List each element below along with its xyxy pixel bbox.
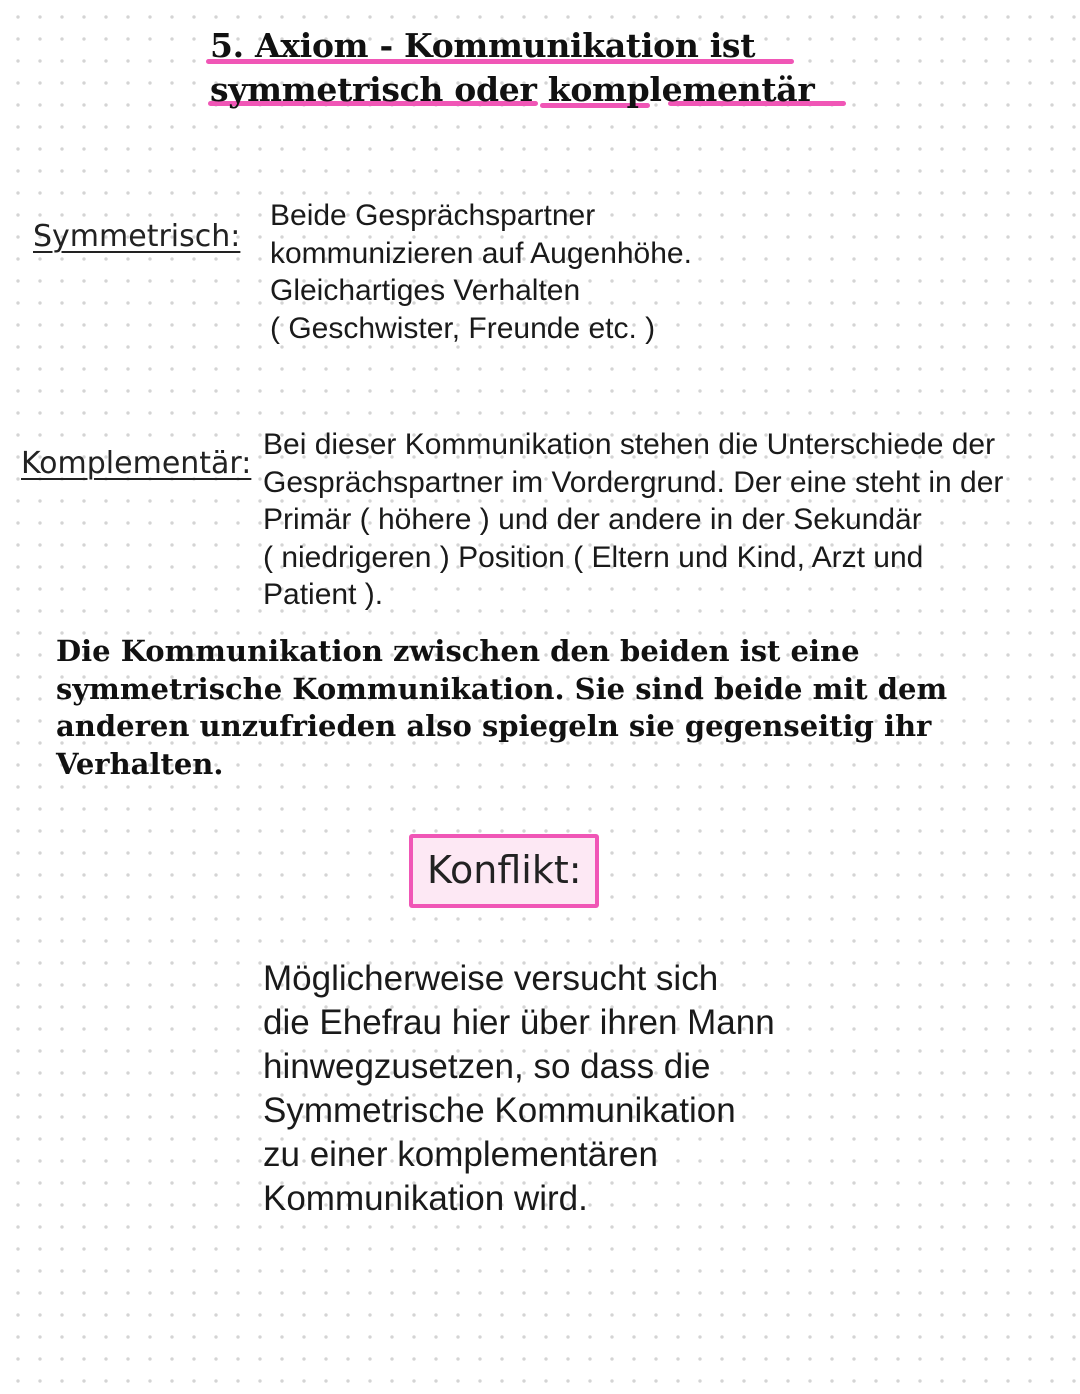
page-title bbox=[210, 24, 870, 112]
conclusion-line: anderen unzufrieden also spiegeln sie gegenseitig ihr bbox=[56, 709, 932, 743]
definition-line: Gleichartiges Verhalten bbox=[270, 274, 581, 307]
definition-line: Primär ( höhere ) und der andere in der Sekundär bbox=[263, 503, 922, 536]
title-line-2: symmetrisch oder komplementär bbox=[210, 70, 815, 109]
conclusion-line: Verhalten. bbox=[56, 746, 224, 781]
definition-line: Bei dieser Kommunikation stehen die Unterschiede der bbox=[263, 428, 996, 461]
definition-line: Beide Gesprächspartner bbox=[270, 199, 596, 232]
konflikt-label: Konflikt: bbox=[427, 848, 582, 892]
konflikt-line: die Ehefrau hier über ihren Mann bbox=[263, 1003, 775, 1042]
definition-line: ( Geschwister, Freunde etc. ) bbox=[270, 311, 656, 345]
conclusion-paragraph bbox=[56, 633, 1016, 783]
komplementaer-label: Komplementär: bbox=[21, 446, 252, 481]
komplementaer-definition bbox=[263, 426, 1003, 614]
conclusion-line: Die Kommunikation zwischen den beiden ist eine bbox=[56, 634, 860, 668]
konflikt-heading-box bbox=[409, 834, 599, 908]
symmetrisch-definition bbox=[270, 197, 692, 347]
konflikt-line: Möglicherweise versucht sich bbox=[263, 959, 719, 998]
konflikt-line: Kommunikation wird. bbox=[263, 1179, 588, 1218]
definition-line: ( niedrigeren ) Position ( Eltern und Kind, Arzt und bbox=[263, 540, 924, 574]
definition-line: Patient ). bbox=[263, 578, 384, 611]
symmetrisch-label: Symmetrisch: bbox=[33, 219, 241, 254]
conclusion-line: symmetrische Kommunikation. Sie sind beide mit dem bbox=[56, 671, 948, 706]
konflikt-line: zu einer komplementären bbox=[263, 1135, 658, 1174]
title-line-1: 5. Axiom - Kommunikation ist bbox=[210, 26, 756, 65]
konflikt-text bbox=[263, 957, 775, 1221]
konflikt-line: Symmetrische Kommunikation bbox=[263, 1091, 736, 1130]
definition-line: kommunizieren auf Augenhöhe. bbox=[270, 236, 692, 270]
konflikt-line: hinwegzusetzen, so dass die bbox=[263, 1047, 711, 1086]
definition-line: Gesprächspartner im Vordergrund. Der eine steht in der bbox=[263, 465, 1004, 499]
